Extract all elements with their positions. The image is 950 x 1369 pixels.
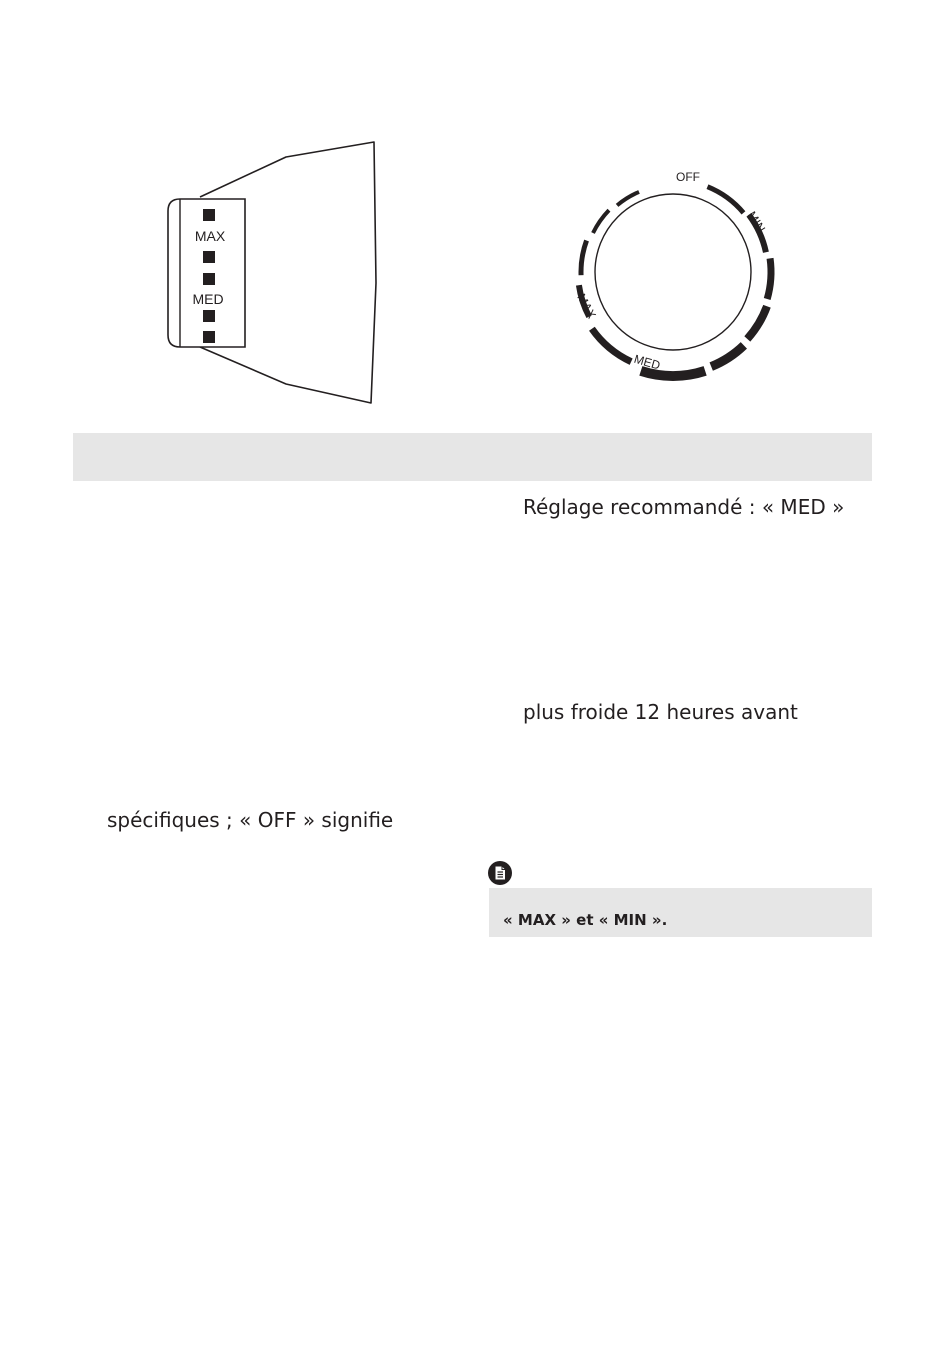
dial-segment: [767, 258, 771, 299]
note-icon: [487, 860, 513, 886]
dial-segment: [707, 187, 743, 213]
slider-level-marker: [203, 273, 215, 285]
dial-segment: [641, 371, 705, 376]
colder-instruction-text: plus froide 12 heures avant: [523, 700, 798, 724]
section-header-band: [73, 433, 872, 481]
slider-level-marker: [203, 331, 215, 343]
dial-segment: [581, 241, 587, 276]
off-meaning-text: spécifiques ; « OFF » signifie: [107, 808, 394, 832]
dial-thermostat-figure: [560, 160, 790, 390]
dial-label-max: MAX: [574, 291, 599, 321]
slider-level-marker: [203, 310, 215, 322]
slider-label-med: MED: [192, 291, 224, 307]
dial-label-off: OFF: [676, 170, 700, 184]
dial-label-min: MIN: [744, 208, 769, 235]
slider-label-max: MAX: [194, 228, 226, 244]
slider-level-marker: [203, 209, 215, 221]
dial-segment: [711, 345, 744, 366]
slider-thermostat-figure: [160, 135, 390, 410]
dial-label-med: MED: [632, 351, 662, 373]
note-text: « MAX » et « MIN ».: [503, 911, 668, 929]
dial-inner-circle: [595, 194, 751, 350]
dial-segment: [593, 210, 609, 233]
recommended-setting-text: Réglage recommandé : « MED »: [523, 495, 845, 519]
dial-segment-ring: [579, 187, 771, 376]
dial-segment: [747, 306, 767, 339]
slider-level-marker: [203, 251, 215, 263]
